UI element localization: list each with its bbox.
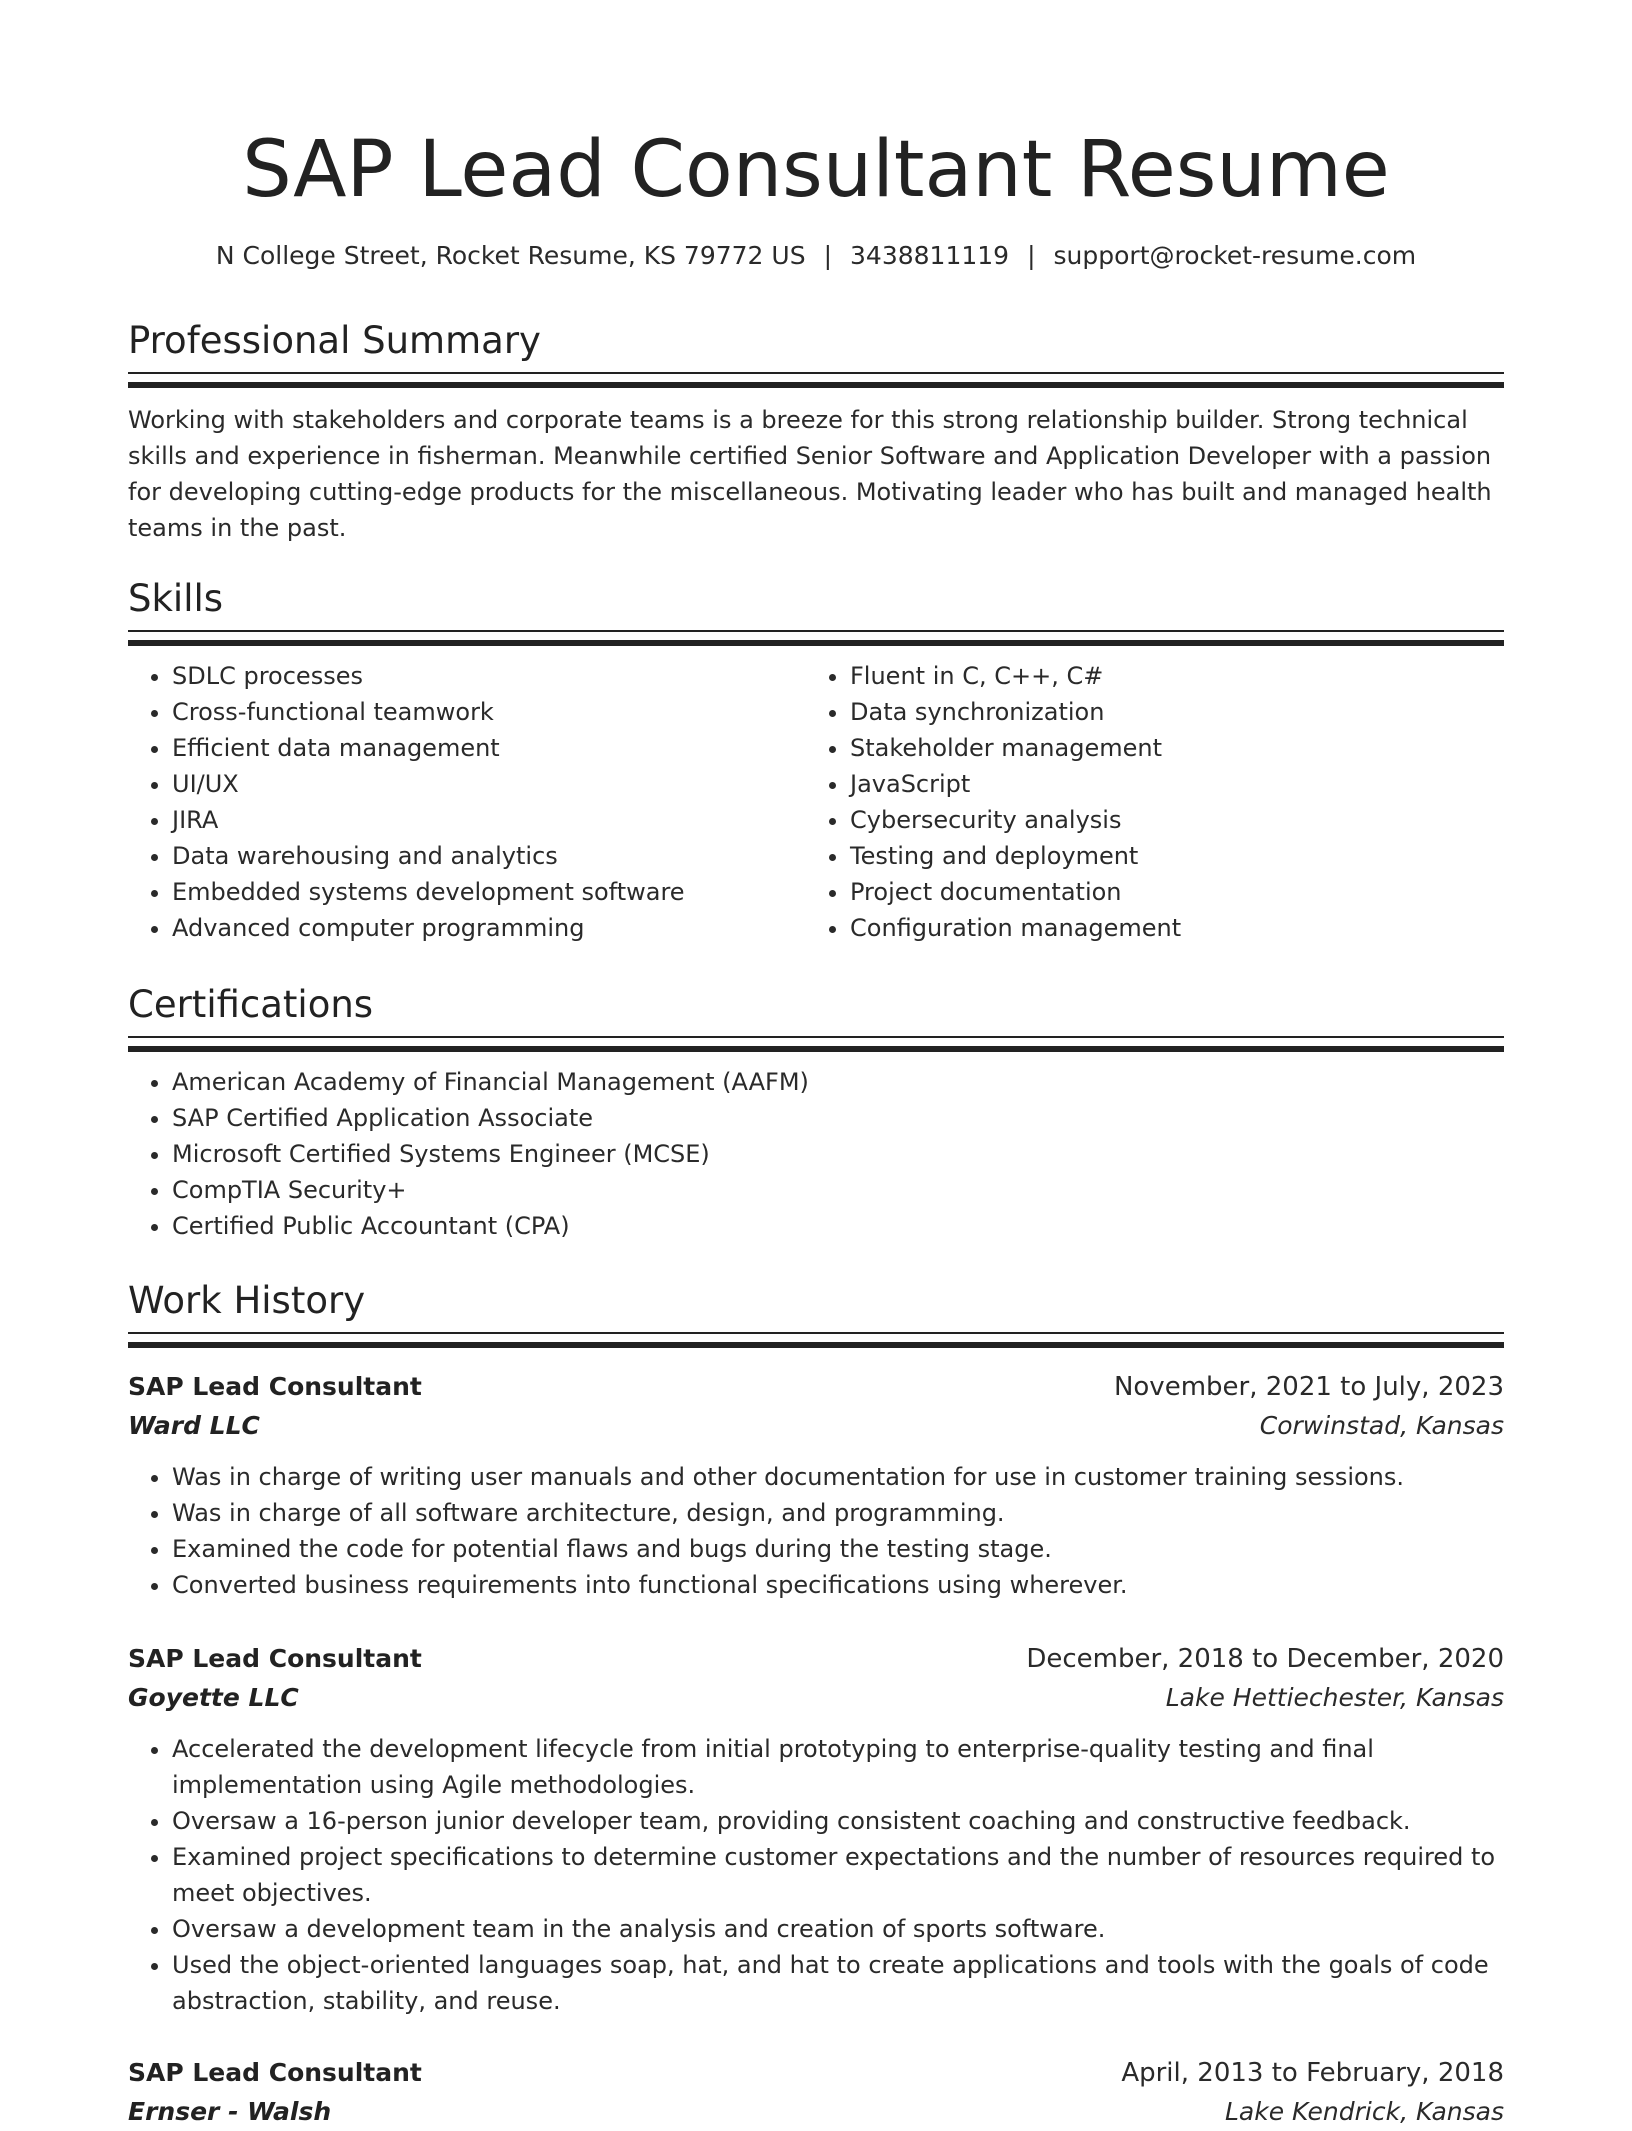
job-bullet: • Converted business requirements into functional specifications using wherever. [172, 1567, 1504, 1603]
job-company-row [128, 1679, 1504, 1717]
skill-item: • Data synchronization [850, 694, 1484, 730]
certification-item: • SAP Certified Application Associate [172, 1100, 1504, 1136]
job-bullet: • Was in charge of writing user manuals and other documentation for use in customer training sessions. [172, 1459, 1504, 1495]
skills-column-left [128, 658, 806, 946]
contact-email: support@rocket-resume.com [1053, 241, 1417, 270]
skill-item: • Efficient data management [172, 730, 806, 766]
certification-item: • CompTIA Security+ [172, 1172, 1504, 1208]
job-bullet: • Was in charge of all software architecture, design, and programming. [172, 1495, 1504, 1531]
job-company-row [128, 2093, 1504, 2131]
contact-line [128, 236, 1504, 276]
job-entry [128, 1367, 1504, 1603]
job-title: SAP Lead Consultant [128, 1644, 422, 1673]
skills-list-right [806, 658, 1484, 946]
skills-heading: Skills [128, 577, 224, 620]
section-divider [128, 372, 1504, 388]
skill-item: • Data warehousing and analytics [172, 838, 806, 874]
certifications-section [128, 980, 1504, 1244]
job-bullet: • Accelerated the development lifecycle from initial prototyping to enterprise-quality testing and final implementation using Agile methodologies. [172, 1731, 1504, 1803]
job-entry [128, 2053, 1504, 2131]
skills-grid [128, 658, 1504, 946]
job-entry [128, 1639, 1504, 2019]
job-bullets [128, 1459, 1504, 1603]
job-dates: December, 2018 to December, 2020 [1026, 1644, 1504, 1674]
contact-phone: 3438811119 [850, 241, 1010, 270]
job-dates: November, 2021 to July, 2023 [1113, 1372, 1504, 1402]
job-bullet: • Examined the code for potential flaws and bugs during the testing stage. [172, 1531, 1504, 1567]
skill-item: • Cybersecurity analysis [850, 802, 1484, 838]
skills-section [128, 574, 1504, 946]
skill-item: • Embedded systems development software [172, 874, 806, 910]
job-header-row [128, 1367, 1504, 1407]
job-location: Corwinstad, Kansas [1259, 1411, 1504, 1440]
job-header-row [128, 2053, 1504, 2093]
job-bullet: • Oversaw a 16-person junior developer team, providing consistent coaching and constructive feedback. [172, 1803, 1504, 1839]
contact-separator: | [823, 241, 833, 270]
job-bullets [128, 1731, 1504, 2019]
job-header-row [128, 1639, 1504, 1679]
section-divider [128, 630, 1504, 646]
job-bullet: • Examined project specifications to determine customer expectations and the number of resources required to meet objectives. [172, 1839, 1504, 1911]
skill-item: • JIRA [172, 802, 806, 838]
job-dates: April, 2013 to February, 2018 [1121, 2058, 1504, 2088]
certification-item: • American Academy of Financial Management (AAFM) [172, 1064, 1504, 1100]
skill-item: • Advanced computer programming [172, 910, 806, 946]
job-company: Ward LLC [128, 1411, 260, 1440]
resume-title: SAP Lead Consultant Resume [242, 125, 1390, 215]
skill-item: • Stakeholder management [850, 730, 1484, 766]
work-history-section [128, 1276, 1504, 1348]
job-company-row [128, 1407, 1504, 1445]
job-bullet: • Used the object-oriented languages soap, hat, and hat to create applications and tools with the goals of code abstraction, stability, and reuse. [172, 1947, 1504, 2019]
job-title: SAP Lead Consultant [128, 1372, 422, 1401]
job-bullet: • Oversaw a development team in the analysis and creation of sports software. [172, 1911, 1504, 1947]
certifications-heading: Certifications [128, 983, 374, 1026]
skills-list-left [128, 658, 806, 946]
work-history-heading: Work History [128, 1279, 366, 1322]
certification-item: • Microsoft Certified Systems Engineer (MCSE) [172, 1136, 1504, 1172]
job-title: SAP Lead Consultant [128, 2058, 422, 2087]
summary-text: Working with stakeholders and corporate teams is a breeze for this strong relationship builder. Strong technical skills and experience in fisherman. Meanwhile certified Senior Software and Application Developer with a passion for developing cutting-edge products for the miscellaneous. Motivating leader who has built and managed health teams in the past. [128, 406, 1492, 542]
skill-item: • Project documentation [850, 874, 1484, 910]
job-location: Lake Kendrick, Kansas [1224, 2097, 1504, 2126]
skill-item: • Fluent in C, C++, C# [850, 658, 1484, 694]
skill-item: • Configuration management [850, 910, 1484, 946]
summary-section [128, 316, 1504, 546]
certification-item: • Certified Public Accountant (CPA) [172, 1208, 1504, 1244]
job-location: Lake Hettiechester, Kansas [1165, 1683, 1504, 1712]
summary-heading: Professional Summary [128, 319, 541, 362]
contact-address: N College Street, Rocket Resume, KS 79772 US [215, 241, 806, 270]
job-company: Goyette LLC [128, 1683, 299, 1712]
section-divider [128, 1332, 1504, 1348]
skill-item: • Testing and deployment [850, 838, 1484, 874]
skill-item: • UI/UX [172, 766, 806, 802]
certifications-list [128, 1064, 1504, 1244]
skill-item: • SDLC processes [172, 658, 806, 694]
skills-column-right [806, 658, 1484, 946]
job-company: Ernser - Walsh [128, 2097, 332, 2126]
skill-item: • Cross-functional teamwork [172, 694, 806, 730]
section-divider [128, 1036, 1504, 1052]
skill-item: • JavaScript [850, 766, 1484, 802]
contact-separator: | [1027, 241, 1036, 270]
